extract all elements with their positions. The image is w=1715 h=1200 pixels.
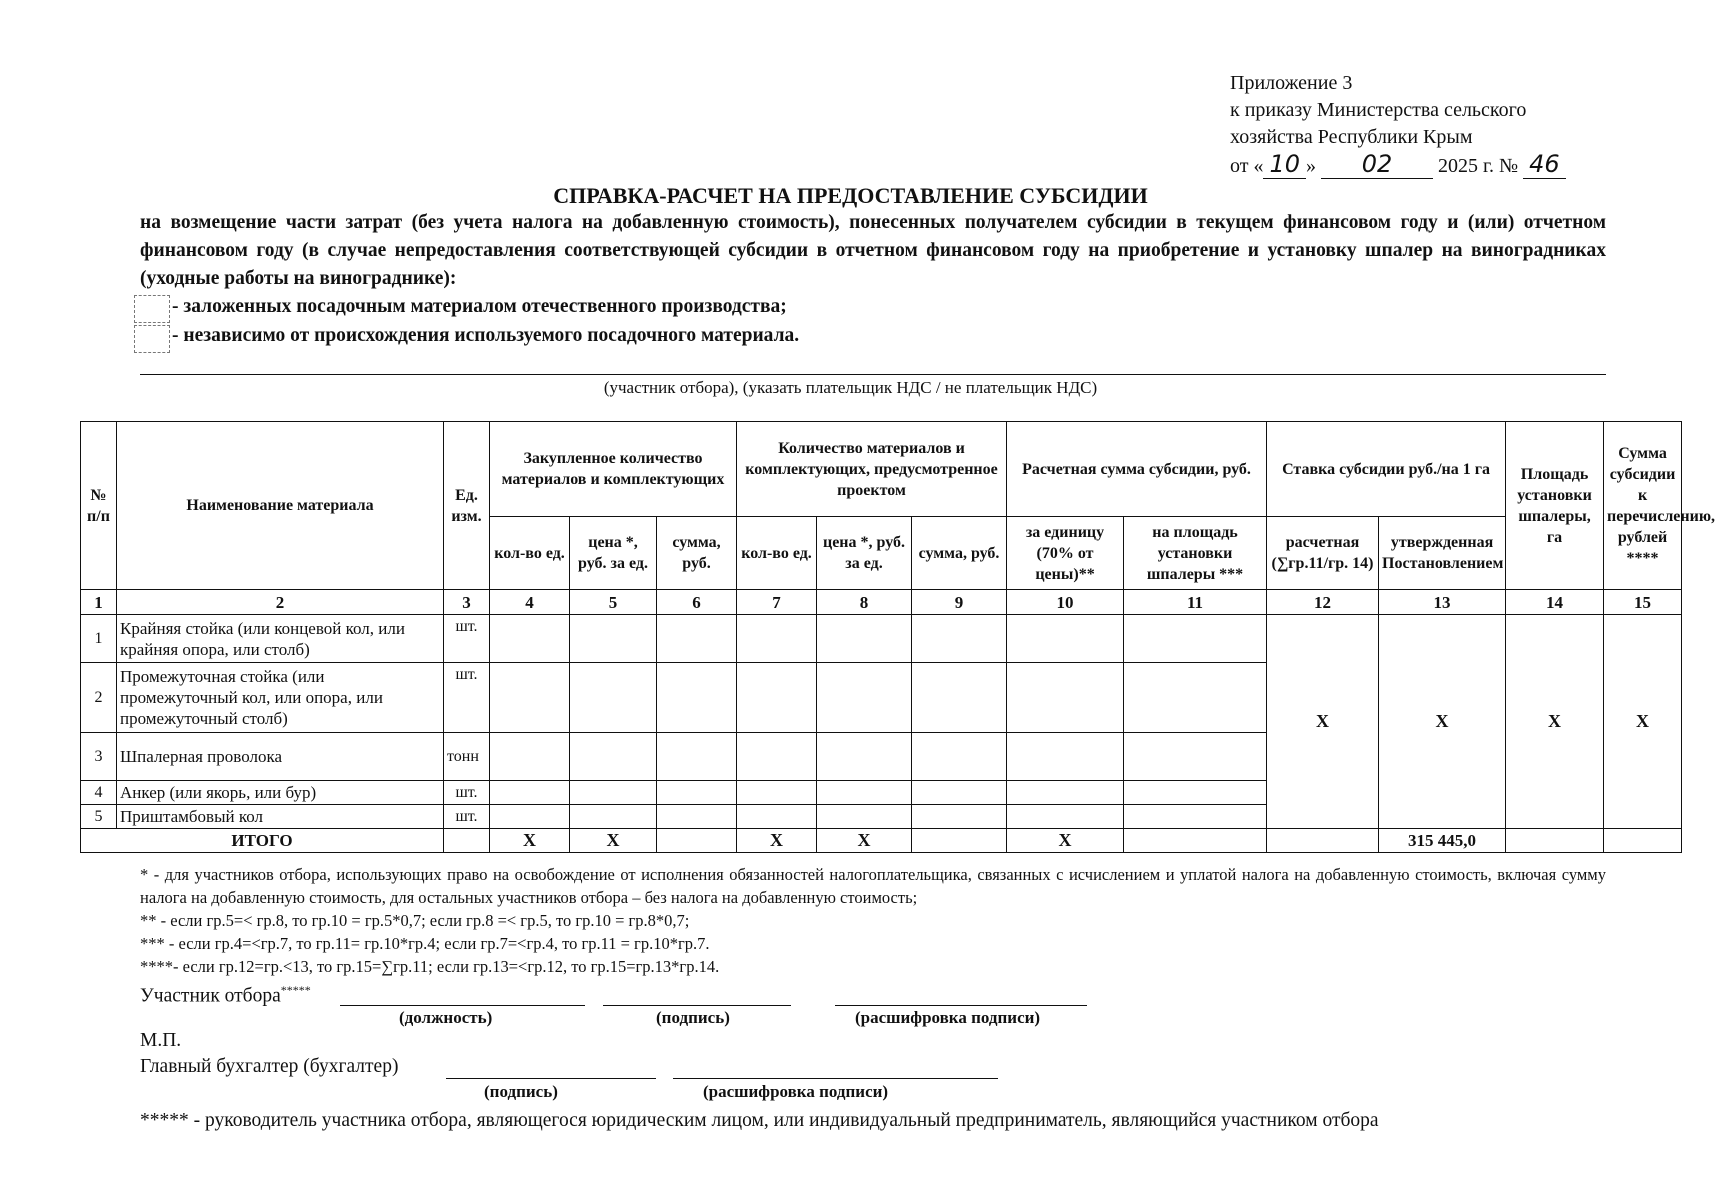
cell-empty[interactable] xyxy=(737,663,817,733)
cell-empty[interactable] xyxy=(1124,615,1267,663)
date-prefix: от « xyxy=(1230,155,1264,177)
checkbox-domestic[interactable] xyxy=(134,295,170,323)
colnum: 11 xyxy=(1124,590,1267,615)
table-row xyxy=(81,615,1682,663)
colnum: 8 xyxy=(817,590,912,615)
cell-empty[interactable] xyxy=(912,805,1007,829)
sub-sum2: сумма, руб. xyxy=(912,517,1007,590)
footnote-3: *** - если гр.4=<гр.7, то гр.11= гр.10*гр.4; если гр.7=<гр.4, то гр.11 = гр.10*гр.7. xyxy=(140,934,710,953)
cell-empty[interactable] xyxy=(657,615,737,663)
cell-empty[interactable] xyxy=(1007,781,1124,805)
row-unit: шт. xyxy=(444,781,490,805)
header-name: Наименование материала xyxy=(117,422,444,590)
intro-text: на возмещение части затрат (без учета налога на добавленную стоимость), понесенных получателем субсидии в текущем финансовом году и (или) отчетном финансовом году (в случае непредоставления соответствующей субсидии в отчетном финансовом году на приобретение и установку шпалер на виноградниках (уходные работы на винограднике): xyxy=(140,212,1606,289)
row-name: Приштамбовый кол xyxy=(117,805,444,829)
cell-empty[interactable] xyxy=(1124,781,1267,805)
cell-empty[interactable] xyxy=(1007,663,1124,733)
row-unit: тонн xyxy=(444,733,490,781)
cell-empty[interactable] xyxy=(1124,663,1267,733)
header-purchased: Закупленное количество материалов и комплектующих xyxy=(490,422,737,517)
colnum: 2 xyxy=(117,590,444,615)
cell-empty[interactable] xyxy=(912,663,1007,733)
cell-empty[interactable] xyxy=(657,805,737,829)
row-name: Промежуточная стойка (или промежуточный кол, или опора, или промежуточный столб) xyxy=(117,663,444,733)
order-number: 46 xyxy=(1523,151,1566,179)
cell-empty[interactable] xyxy=(1604,829,1682,853)
caption-decode: (расшифровка подписи) xyxy=(855,1008,1041,1027)
sub-per-unit: за единицу (70% от цены)** xyxy=(1007,517,1124,590)
participant-caption: (участник отбора), (указать плательщик НДС / не плательщик НДС) xyxy=(603,378,1098,397)
cell-empty[interactable] xyxy=(570,615,657,663)
cell-empty[interactable] xyxy=(817,663,912,733)
header-calc-sum: Расчетная сумма субсидии, руб. xyxy=(1007,422,1267,517)
accountant-signature-line[interactable] xyxy=(446,1078,656,1079)
row-num: 3 xyxy=(81,733,117,781)
colnum: 3 xyxy=(444,590,490,615)
total-x: X xyxy=(737,829,817,853)
appendix-line-2: к приказу Министерства сельского xyxy=(1230,99,1527,121)
header-total-sum: Сумма субсидии к перечислению, рублей **** xyxy=(1604,422,1682,590)
cell-empty[interactable] xyxy=(570,805,657,829)
cell-empty[interactable] xyxy=(912,615,1007,663)
cell-empty[interactable] xyxy=(1124,829,1267,853)
total-sum-x: X xyxy=(1604,615,1682,829)
cell-empty[interactable] xyxy=(912,733,1007,781)
appendix-line-3: хозяйства Республики Крым xyxy=(1230,126,1473,148)
colnum: 7 xyxy=(737,590,817,615)
header-unit: Ед. изм. xyxy=(444,422,490,590)
colnum: 10 xyxy=(1007,590,1124,615)
document-title: СПРАВКА-РАСЧЕТ НА ПРЕДОСТАВЛЕНИЕ СУБСИДИИ xyxy=(553,183,1148,208)
appendix-line-1: Приложение 3 xyxy=(1230,72,1353,94)
colnum: 6 xyxy=(657,590,737,615)
total-x: X xyxy=(490,829,570,853)
cell-empty[interactable] xyxy=(737,805,817,829)
signature-line[interactable] xyxy=(603,1005,791,1006)
row-unit: шт. xyxy=(444,615,490,663)
cell-empty[interactable] xyxy=(817,805,912,829)
total-x: X xyxy=(570,829,657,853)
cell-empty[interactable] xyxy=(817,615,912,663)
total-x: X xyxy=(817,829,912,853)
participant-label xyxy=(140,983,311,1008)
cell-empty[interactable] xyxy=(570,733,657,781)
row-name: Шпалерная проволока xyxy=(117,733,444,781)
footnote-4: ****- если гр.12=гр.<13, то гр.15=∑гр.11; если гр.13=<гр.12, то гр.15=гр.13*гр.14. xyxy=(140,957,720,976)
colnum: 15 xyxy=(1604,590,1682,615)
total-x: X xyxy=(1007,829,1124,853)
colnum: 13 xyxy=(1379,590,1506,615)
sub-price: цена *, руб. за ед. xyxy=(570,517,657,590)
accountant-label: Главный бухгалтер (бухгалтер) xyxy=(140,1056,399,1077)
cell-empty[interactable] xyxy=(737,615,817,663)
caption-position: (должность) xyxy=(399,1008,493,1027)
header-num: № п/п xyxy=(81,422,117,590)
header-rate: Ставка субсидии руб./на 1 га xyxy=(1267,422,1506,517)
cell-empty[interactable] xyxy=(570,663,657,733)
header-area: Площадь установки шпалеры, га xyxy=(1506,422,1604,590)
rate-approved-x: X xyxy=(1379,615,1506,829)
row-num: 5 xyxy=(81,805,117,829)
checkbox-any-origin[interactable] xyxy=(134,325,170,353)
cell-empty[interactable] xyxy=(1124,733,1267,781)
cell-empty xyxy=(444,829,490,853)
participant-label-text: Участник отбора xyxy=(140,985,281,1007)
cell-empty[interactable] xyxy=(570,781,657,805)
date-month: 02 xyxy=(1321,151,1433,179)
cell-empty[interactable] xyxy=(490,663,570,733)
header-project: Количество материалов и комплектующих, предусмотренное проектом xyxy=(737,422,1007,517)
sub-qty2: кол-во ед. xyxy=(737,517,817,590)
sub-approved: утвержденная Постановлением xyxy=(1379,517,1506,590)
total-approved: 315 445,0 xyxy=(1379,829,1506,853)
total-row xyxy=(81,829,1682,853)
rate-calc-x: X xyxy=(1267,615,1379,829)
row-unit: шт. xyxy=(444,805,490,829)
cell-empty[interactable] xyxy=(1007,805,1124,829)
sub-sum: сумма, руб. xyxy=(657,517,737,590)
option-any-origin: - независимо от происхождения используемого посадочного материала. xyxy=(172,325,800,346)
footnote-2: ** - если гр.5=< гр.8, то гр.10 = гр.5*0,7; если гр.8 =< гр.5, то гр.10 = гр.8*0,7; xyxy=(140,911,690,930)
cell-empty[interactable] xyxy=(912,829,1007,853)
position-line[interactable] xyxy=(340,1005,585,1006)
row-num: 1 xyxy=(81,615,117,663)
area-x: X xyxy=(1506,615,1604,829)
date-day: 10 xyxy=(1263,151,1306,179)
decode-line[interactable] xyxy=(835,1005,1087,1006)
sub-price2: цена *, руб. за ед. xyxy=(817,517,912,590)
cell-empty[interactable] xyxy=(1506,829,1604,853)
cell-empty[interactable] xyxy=(657,829,737,853)
cell-empty[interactable] xyxy=(737,781,817,805)
appendix-date-line xyxy=(1230,151,1566,180)
caption-signature-2: (подпись) xyxy=(484,1082,558,1101)
stamp-place: М.П. xyxy=(140,1030,182,1051)
colnum: 9 xyxy=(912,590,1007,615)
colnum: 5 xyxy=(570,590,657,615)
cell-empty[interactable] xyxy=(490,781,570,805)
participant-mark: ***** xyxy=(280,983,311,997)
cell-empty[interactable] xyxy=(490,733,570,781)
cell-empty[interactable] xyxy=(657,663,737,733)
cell-empty[interactable] xyxy=(1007,615,1124,663)
appendix-block xyxy=(1230,70,1566,180)
subsidy-table xyxy=(80,421,1715,853)
cell-empty[interactable] xyxy=(657,733,737,781)
colnum: 1 xyxy=(81,590,117,615)
sub-qty: кол-во ед. xyxy=(490,517,570,590)
sub-per-area: на площадь установки шпалеры *** xyxy=(1124,517,1267,590)
cell-empty[interactable] xyxy=(490,615,570,663)
bottom-note: ***** - руководитель участника отбора, являющегося юридическим лицом, или индивидуальный предприниматель, являющийся участником отбора xyxy=(140,1110,1379,1131)
colnum: 4 xyxy=(490,590,570,615)
participant-line xyxy=(140,374,1606,375)
row-name: Анкер (или якорь, или бур) xyxy=(117,781,444,805)
cell-empty[interactable] xyxy=(737,733,817,781)
caption-decode-2: (расшифровка подписи) xyxy=(703,1082,889,1101)
cell-empty[interactable] xyxy=(1267,829,1379,853)
date-year: 2025 г. № xyxy=(1438,155,1519,177)
footnote-1: * - для участников отбора, использующих право на освобождение от исполнения обязанностей налогоплательщика, связанных с исчислением и уплатой налога на добавленную стоимость, включая сумму налога на добавленную стоимость, для остальных участников отбора – без налога на добавленную стоимость; xyxy=(140,865,1606,907)
colnum: 14 xyxy=(1506,590,1604,615)
row-name: Крайняя стойка (или концевой кол, или крайняя опора, или столб) xyxy=(117,615,444,663)
option-domestic: - заложенных посадочным материалом отечественного производства; xyxy=(172,296,787,317)
cell-empty[interactable] xyxy=(1124,805,1267,829)
column-numbers-row xyxy=(81,590,1682,615)
row-num: 2 xyxy=(81,663,117,733)
colnum: 12 xyxy=(1267,590,1379,615)
total-label: ИТОГО xyxy=(81,829,444,853)
cell-empty[interactable] xyxy=(1007,733,1124,781)
caption-signature: (подпись) xyxy=(656,1008,730,1027)
row-unit: шт. xyxy=(444,663,490,733)
date-mid: » xyxy=(1306,155,1317,177)
accountant-decode-line[interactable] xyxy=(673,1078,998,1079)
cell-empty[interactable] xyxy=(817,733,912,781)
cell-empty[interactable] xyxy=(912,781,1007,805)
row-num: 4 xyxy=(81,781,117,805)
cell-empty[interactable] xyxy=(657,781,737,805)
cell-empty[interactable] xyxy=(817,781,912,805)
cell-empty[interactable] xyxy=(490,805,570,829)
sub-calc: расчетная (∑гр.11/гр. 14) xyxy=(1267,517,1379,590)
